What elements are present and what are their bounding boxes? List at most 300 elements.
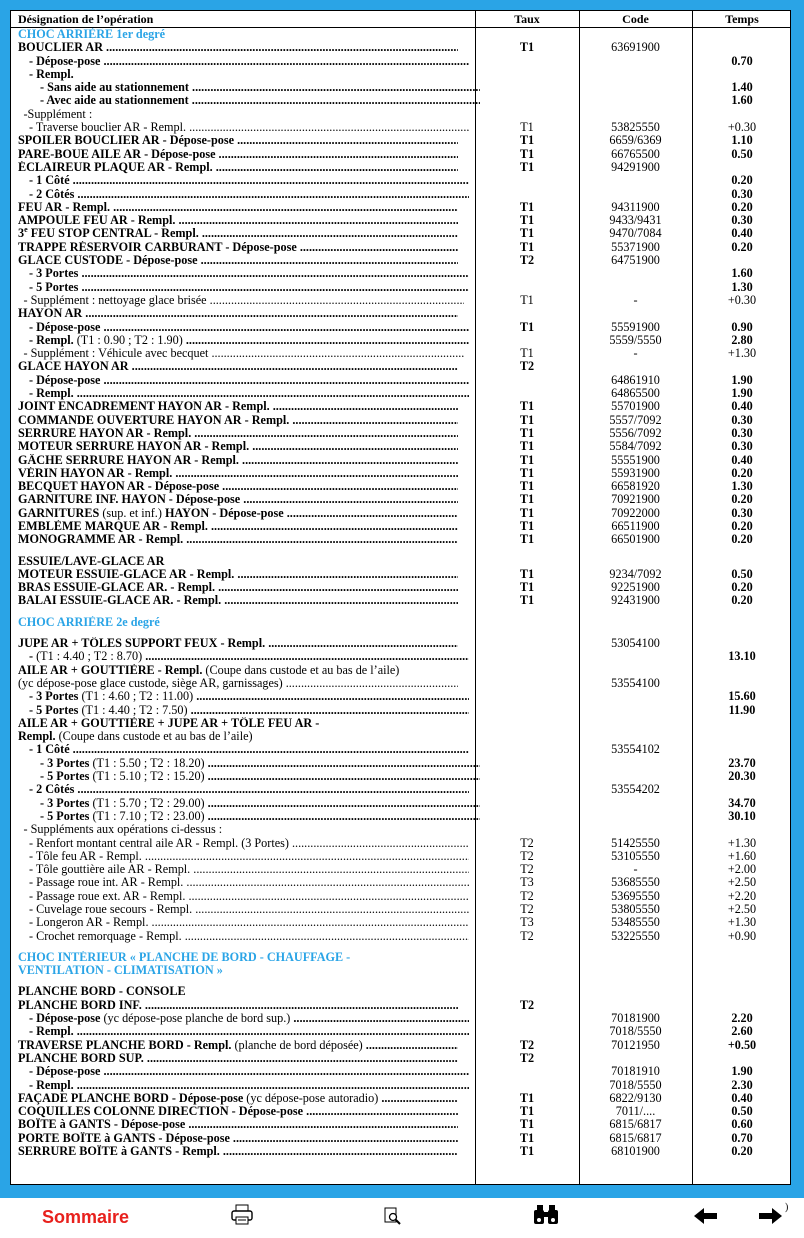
operation-designation: GLACE HAYON AR .....: [18, 360, 458, 373]
taux-cell: T1: [519, 452, 535, 467]
operation-designation: - Dépose-pose .....: [18, 374, 469, 387]
operation-designation: - Dépose-pose .....: [18, 1065, 469, 1078]
temps-cell: 2.60: [731, 1024, 753, 1039]
temps-cell: 0.70: [731, 53, 753, 68]
temps-cell: +0.90: [727, 928, 757, 943]
code-cell: 53805550: [611, 902, 660, 916]
code-cell: 64861910: [611, 372, 660, 387]
code-cell: 64751900: [611, 253, 660, 268]
arrow-right-icon[interactable]: [758, 1208, 782, 1229]
table-row: [11, 650, 790, 663]
leader-dots: [70, 174, 469, 187]
table-row: [11, 903, 790, 916]
table-row: [11, 81, 790, 94]
code-cell: 66581920: [611, 479, 660, 494]
taux-cell: T1: [519, 159, 535, 174]
code-cell: 55551900: [611, 452, 660, 467]
code-cell: 53685550: [611, 875, 660, 890]
table-row: [11, 581, 790, 594]
taux-cell: T2: [520, 928, 534, 943]
table-row: [11, 108, 790, 121]
code-cell: 9234/7092: [609, 566, 662, 581]
code-cell: 53825550: [611, 120, 660, 135]
table-row: [11, 555, 790, 568]
table-row: [11, 1145, 790, 1158]
operation-designation: - Traverse bouclier AR - Rempl. .....: [18, 121, 469, 134]
operation-designation: BOUCLIER AR .....: [18, 41, 458, 54]
code-cell: 70922000: [611, 505, 660, 520]
table-row: [11, 743, 790, 756]
temps-cell: 0.20: [731, 465, 753, 480]
temps-cell: 0.20: [731, 492, 753, 507]
operation-designation: PLANCHE BORD INF. .....: [18, 999, 458, 1012]
operation-designation: VENTILATION - CLIMATISATION »: [18, 964, 223, 978]
code-cell: 53554202: [611, 782, 660, 797]
leader-dots: [74, 1025, 469, 1038]
leader-dots: [378, 1092, 458, 1105]
leader-dots: [363, 1039, 458, 1052]
taux-cell: T1: [519, 40, 535, 55]
operation-designation: - Suppléments aux opérations ci-dessus :: [23, 823, 223, 837]
operation-designation: - Renfort montant central aile AR - Rempl. (3 Portes) .....: [18, 837, 469, 850]
leader-dots: [220, 1145, 458, 1158]
leader-dots: [234, 134, 458, 147]
table-row: [11, 690, 790, 703]
taux-cell: T2: [519, 997, 535, 1012]
table-row: [11, 94, 790, 107]
code-cell: 7011/....: [615, 1104, 656, 1119]
table-row: [11, 568, 790, 581]
temps-cell: 0.20: [731, 239, 753, 254]
code-cell: 68101900: [611, 1144, 660, 1159]
taux-cell: T1: [520, 120, 534, 135]
leader-dots: [175, 214, 458, 227]
temps-cell: 0.20: [731, 1144, 753, 1159]
operation-designation: - 3 Portes (T1 : 4.60 ; T2 : 11.00) .....: [18, 690, 469, 703]
table-row: [11, 1039, 790, 1052]
code-cell: 53554100: [611, 675, 660, 690]
navigation-bar: [0, 1198, 804, 1238]
code-cell: 53105550: [611, 848, 660, 863]
operation-designation: - Tôle feu AR - Rempl. .....: [18, 850, 469, 863]
operation-designation: GLACE CUSTODE - Dépose-pose .....: [18, 254, 458, 267]
leader-dots: [284, 507, 458, 520]
table-row: [11, 1118, 790, 1131]
leader-dots: [74, 188, 469, 201]
code-cell: 66511900: [611, 518, 660, 533]
leader-dots: [100, 1065, 469, 1078]
operation-designation: - Rempl. .....: [18, 1025, 469, 1038]
leader-dots: [189, 81, 480, 94]
operation-designation: - 2 Côtés .....: [18, 783, 469, 796]
operation-designation: - Rempl. (T1 : 0.90 ; T2 : 1.90) .....: [18, 334, 469, 347]
table-row: [11, 850, 790, 863]
table-row: [11, 507, 790, 520]
operation-designation: MOTEUR SERRURE HAYON AR - Rempl. .....: [18, 440, 458, 453]
table-row: [11, 1105, 790, 1118]
table-row: [11, 400, 790, 413]
leader-dots: [110, 201, 458, 214]
leader-dots: [205, 770, 480, 783]
table-row: [11, 161, 790, 174]
taux-cell: T2: [519, 253, 535, 268]
leader-dots: [215, 581, 458, 594]
code-cell: 94311900: [611, 199, 660, 214]
operation-designation: JUPE AR + TÔLES SUPPORT FEUX - Rempl. .....: [18, 637, 458, 650]
taux-cell: T1: [519, 412, 535, 427]
taux-cell: T3: [520, 915, 534, 930]
code-cell: 6659/6369: [609, 133, 662, 148]
table-row: [11, 374, 790, 387]
leader-dots: [192, 903, 469, 916]
code-cell: 6815/6817: [609, 1117, 662, 1132]
operation-designation: - 5 Portes (T1 : 7.10 ; T2 : 23.00) .....: [18, 810, 480, 823]
leader-dots: [221, 594, 458, 607]
leader-dots: [230, 1132, 458, 1145]
code-cell: 70921900: [611, 492, 660, 507]
leader-dots: [234, 568, 458, 581]
operation-designation: SPOILER BOUCLIER AR - Dépose-pose .....: [18, 134, 458, 147]
operation-designation: - Crochet remorquage - Rempl. .....: [18, 930, 469, 943]
temps-cell: 0.30: [731, 412, 753, 427]
operation-designation: - Sans aide au stationnement .....: [18, 81, 480, 94]
leader-dots: [207, 294, 464, 307]
taux-cell: T1: [519, 319, 535, 334]
temps-cell: 30.10: [728, 808, 756, 823]
taux-cell: T2: [520, 902, 534, 916]
table-row: [11, 770, 790, 783]
taux-cell: T2: [520, 848, 534, 863]
taux-cell: T1: [519, 532, 535, 547]
temps-cell: 0.20: [731, 593, 753, 608]
code-cell: 5584/7092: [609, 439, 662, 454]
leader-dots: [103, 41, 458, 54]
code-cell: 53695550: [611, 888, 660, 903]
leader-dots: [289, 414, 458, 427]
operation-designation: - (T1 : 4.40 ; T2 : 8.70) .....: [18, 650, 469, 663]
taux-cell: T1: [519, 593, 535, 608]
operation-designation: - Rempl. .....: [18, 1079, 469, 1092]
table-row: [11, 1132, 790, 1145]
leader-dots: [216, 148, 459, 161]
operation-designation: JOINT ENCADREMENT HAYON AR - Rempl. .....: [18, 400, 458, 413]
operation-designation: HAYON AR .....: [18, 307, 458, 320]
table-row: [11, 1025, 790, 1038]
table-row: [11, 307, 790, 320]
code-cell: 9433/9431: [609, 213, 662, 228]
operation-designation: VÉRIN HAYON AR - Rempl. .....: [18, 467, 458, 480]
operation-designation: - 3 Portes .....: [18, 267, 469, 280]
temps-cell: 13.10: [728, 649, 756, 664]
temps-cell: 0.30: [731, 439, 753, 454]
operation-designation: AMPOULE FEU AR - Rempl. .....: [18, 214, 458, 227]
code-cell: 55591900: [611, 319, 660, 334]
sommaire-link[interactable]: Sommaire: [42, 1207, 130, 1227]
operation-designation: BALAI ESSUIE-GLACE AR. - Rempl. .....: [18, 594, 458, 607]
operation-designation: MOTEUR ESSUIE-GLACE AR - Rempl. .....: [18, 568, 458, 581]
operation-designation: -Supplément :: [23, 107, 93, 121]
operation-designation: - Tôle gouttière aile AR - Rempl. .....: [18, 863, 469, 876]
section-heading: [11, 28, 790, 41]
operation-designation: - 2 Côtés .....: [18, 188, 469, 201]
table-row: [11, 876, 790, 889]
temps-cell: 1.90: [731, 1064, 753, 1079]
operation-designation: CHOC ARRIÈRE 2e degré: [18, 615, 160, 629]
temps-cell: +2.20: [727, 888, 757, 903]
temps-cell: 0.60: [731, 1117, 753, 1132]
code-cell: 70181900: [611, 1011, 660, 1026]
table-row: [11, 677, 790, 690]
taux-cell: T1: [519, 146, 535, 161]
operation-designation: COQUILLES COLONNE DIRECTION - Dépose-pose .....: [18, 1105, 458, 1118]
temps-cell: 1.30: [731, 479, 753, 494]
operation-designation: EMBLÈME MARQUE AR - Rempl. .....: [18, 520, 458, 533]
table-row: [11, 174, 790, 187]
code-cell: 55371900: [611, 239, 660, 254]
temps-cell: 0.70: [731, 1130, 753, 1145]
table-row: [11, 347, 790, 360]
leader-dots: [78, 281, 469, 294]
operation-designation: CHOC ARRIÈRE 1er degré: [18, 28, 166, 41]
code-cell: 66501900: [611, 532, 660, 547]
leader-dots: [198, 254, 458, 267]
table-row: [11, 1065, 790, 1078]
leader-dots: [186, 121, 469, 134]
table-row: [11, 427, 790, 440]
zoom-page-icon[interactable]: [384, 1207, 402, 1230]
temps-cell: 0.50: [731, 1104, 753, 1119]
arrow-left-icon[interactable]: [694, 1208, 718, 1229]
operation-designation: - 1 Côté .....: [18, 743, 469, 756]
table-body: [11, 28, 790, 1158]
taux-cell: T1: [519, 518, 535, 533]
temps-cell: 0.90: [731, 319, 753, 334]
temps-cell: +1.60: [727, 848, 757, 863]
leader-dots: [182, 930, 469, 943]
leader-dots: [100, 374, 469, 387]
operation-designation: - Dépose-pose .....: [18, 55, 469, 68]
operation-designation: - Supplément : Véhicule avec becquet .....: [18, 347, 464, 360]
leader-dots: [144, 1052, 458, 1065]
operation-designation: - Dépose-pose (yc dépose-pose planche de bord sup.) .....: [18, 1012, 469, 1025]
table-row: [11, 414, 790, 427]
taux-cell: T2: [519, 359, 535, 374]
table-row: [11, 1012, 790, 1025]
table-row: [11, 916, 790, 929]
leader-dots: [199, 227, 458, 240]
table-row: [11, 863, 790, 876]
leader-dots: [183, 533, 458, 546]
code-cell: -: [633, 346, 638, 361]
taux-cell: T2: [520, 835, 534, 850]
operation-designation: - Passage roue int. AR - Rempl. .....: [18, 876, 469, 889]
taux-cell: T2: [520, 862, 534, 877]
leader-dots: [239, 454, 458, 467]
leader-dots: [240, 493, 458, 506]
temps-cell: 1.90: [731, 372, 753, 387]
leader-dots: [205, 757, 480, 770]
temps-cell: 1.30: [731, 279, 753, 294]
code-cell: 64865500: [611, 386, 660, 401]
code-cell: 94291900: [611, 159, 660, 174]
code-cell: 6822/9130: [609, 1090, 662, 1105]
table-row: [11, 134, 790, 147]
leader-dots: [249, 440, 458, 453]
taux-cell: T1: [520, 346, 534, 361]
code-cell: -: [633, 862, 638, 877]
temps-cell: +2.50: [727, 875, 757, 890]
operation-designation: GARNITURES (sup. et inf.) HAYON - Dépose-pose .....: [18, 507, 458, 520]
temps-cell: 0.20: [731, 518, 753, 533]
temps-cell: +0.30: [727, 292, 757, 307]
leader-dots: [74, 1079, 469, 1092]
leader-dots: [190, 863, 469, 876]
temps-cell: 2.30: [731, 1077, 753, 1092]
code-cell: 70121950: [611, 1037, 660, 1052]
table-row: [11, 757, 790, 770]
code-cell: 5556/7092: [609, 425, 662, 440]
temps-cell: 0.30: [731, 213, 753, 228]
table-row: [11, 810, 790, 823]
row-spacer: [11, 943, 790, 951]
code-cell: 51425550: [611, 835, 660, 850]
operation-designation: - 5 Portes (T1 : 4.40 ; T2 : 7.50) .....: [18, 704, 469, 717]
leader-dots: [208, 520, 458, 533]
taux-cell: T1: [519, 239, 535, 254]
leader-dots: [191, 427, 458, 440]
table-row: [11, 1092, 790, 1105]
operation-designation: AILE AR + GOUTTIÈRE - Rempl. (Coupe dans custode et au bas de l’aile): [18, 663, 400, 677]
operation-designation: - Longeron AR - Rempl. .....: [18, 916, 469, 929]
temps-cell: 2.80: [731, 332, 753, 347]
leader-dots: [270, 400, 458, 413]
table-row: [11, 493, 790, 506]
temps-cell: 1.90: [731, 386, 753, 401]
operation-designation: FAÇADE PLANCHE BORD - Dépose-pose (yc dépose-pose autoradio) .....: [18, 1092, 458, 1105]
taux-cell: T1: [519, 479, 535, 494]
temps-cell: 0.30: [731, 186, 753, 201]
taux-cell: T1: [519, 226, 535, 241]
header-taux: Taux: [514, 12, 540, 26]
operation-designation: BECQUET HAYON AR - Dépose-pose .....: [18, 480, 458, 493]
table-row: [11, 823, 790, 836]
operation-designation: - Supplément : nettoyage glace brisée .....: [18, 294, 464, 307]
taux-cell: T1: [519, 213, 535, 228]
print-icon[interactable]: [230, 1204, 254, 1231]
table-row: [11, 930, 790, 943]
code-cell: 53054100: [611, 636, 660, 651]
code-cell: 53554102: [611, 742, 660, 757]
table-row: [11, 55, 790, 68]
temps-cell: 0.50: [731, 146, 753, 161]
code-cell: 5557/7092: [609, 412, 662, 427]
leader-dots: [297, 241, 458, 254]
taux-cell: T1: [519, 1130, 535, 1145]
temps-cell: 1.60: [731, 266, 753, 281]
leader-dots: [149, 916, 470, 929]
temps-cell: +0.50: [727, 1037, 757, 1052]
taux-cell: T2: [519, 1037, 535, 1052]
table-row: [11, 41, 790, 54]
operation-designation: BRAS ESSUIE-GLACE AR. - Rempl. .....: [18, 581, 458, 594]
table-row: [11, 837, 790, 850]
taux-cell: T1: [519, 580, 535, 595]
table-row: [11, 254, 790, 267]
operation-designation: BOÎTE à GANTS - Dépose-pose .....: [18, 1118, 458, 1131]
leader-dots: [290, 1012, 469, 1025]
temps-cell: 0.40: [731, 399, 753, 414]
temps-cell: +2.00: [727, 862, 757, 877]
leader-dots: [142, 650, 469, 663]
taux-cell: T1: [519, 1090, 535, 1105]
leader-dots: [208, 347, 463, 360]
operation-designation: TRAVERSE PLANCHE BORD - Rempl. (planche de bord déposée) .....: [18, 1039, 458, 1052]
leader-dots: [82, 307, 458, 320]
table-row: [11, 454, 790, 467]
temps-cell: 1.40: [731, 80, 753, 95]
search-binoculars-icon[interactable]: [532, 1204, 560, 1231]
leader-dots: [189, 94, 480, 107]
operation-designation: - 1 Côté .....: [18, 174, 469, 187]
table-row: [11, 985, 790, 998]
temps-cell: 34.70: [728, 795, 756, 810]
header-code: Code: [622, 12, 649, 26]
operation-designation: GARNITURE INF. HAYON - Dépose-pose .....: [18, 493, 458, 506]
operation-designation: - 5 Portes .....: [18, 281, 469, 294]
code-cell: 53485550: [611, 915, 660, 930]
table-row: [11, 68, 790, 81]
code-cell: 92431900: [611, 593, 660, 608]
leader-dots: [283, 677, 458, 690]
table-row: [11, 281, 790, 294]
table-row: [11, 321, 790, 334]
table-row: [11, 480, 790, 493]
leader-dots: [100, 55, 469, 68]
leader-dots: [172, 467, 458, 480]
taux-cell: T1: [519, 399, 535, 414]
table-row: [11, 1079, 790, 1092]
table-row: [11, 704, 790, 717]
table-row: [11, 783, 790, 796]
code-cell: 55701900: [611, 399, 660, 414]
operation-designation: - Cuvelage roue secours - Rempl. .....: [18, 903, 469, 916]
section-heading: [11, 616, 790, 629]
operation-designation: FEU AR - Rempl. .....: [18, 201, 458, 214]
operation-designation: - Rempl.: [29, 67, 74, 81]
temps-cell: +1.30: [727, 915, 757, 930]
table-row: [11, 294, 790, 307]
temps-cell: +1.30: [727, 835, 757, 850]
temps-cell: 15.60: [728, 689, 756, 704]
temps-cell: 0.40: [731, 226, 753, 241]
leader-dots: [205, 810, 480, 823]
operation-designation: (yc dépose-pose glace custode, siège AR, garnissages) .....: [18, 677, 458, 690]
taux-cell: T1: [519, 505, 535, 520]
table-row: [11, 730, 790, 743]
row-spacer: [11, 608, 790, 616]
leader-dots: [193, 690, 469, 703]
table-row: [11, 594, 790, 607]
code-cell: 53225550: [611, 928, 660, 943]
taux-cell: T1: [520, 292, 534, 307]
leader-dots: [289, 837, 469, 850]
leader-dots: [142, 999, 458, 1012]
table-row: [11, 664, 790, 677]
leader-dots: [70, 743, 469, 756]
temps-cell: 0.40: [731, 1090, 753, 1105]
taux-cell: T2: [520, 888, 534, 903]
temps-cell: 0.20: [731, 173, 753, 188]
